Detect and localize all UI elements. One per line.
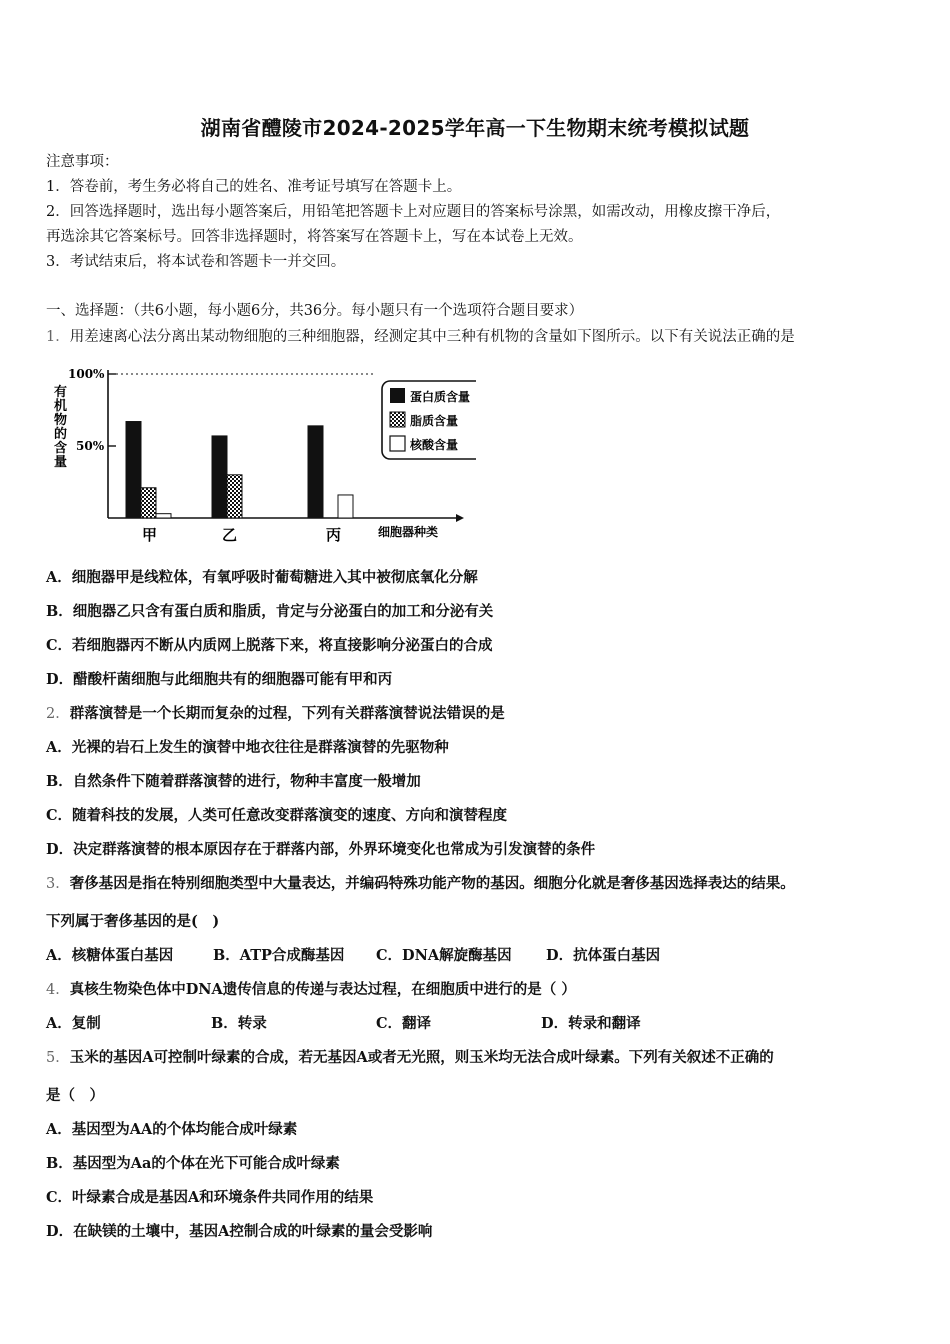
q3-option-a: A．核糖体蛋白基因: [46, 947, 174, 964]
notice-heading: 注意事项：: [46, 154, 119, 170]
legend-label: 蛋白质含量: [410, 390, 471, 404]
bar-lipid-2: [227, 475, 242, 518]
y-axis-label-text: 有机物的含量: [54, 385, 68, 470]
bar-nucleic-1: [156, 514, 171, 518]
y-tick-label: 100%: [68, 367, 105, 381]
organelle-bar-chart: [46, 356, 476, 550]
x-axis-label: 细胞器种类: [378, 525, 439, 539]
x-axis-arrow: [456, 514, 464, 522]
y-tick-label: 50%: [76, 439, 105, 453]
q2-option-b: B．自然条件下随着群落演替的进行，物种丰富度一般增加: [46, 773, 421, 790]
question-number: 2．: [46, 706, 70, 722]
q3-option-c: C．DNA解旋酶基因: [376, 947, 512, 964]
q2-option-c: C．随着科技的发展，人类可任意改变群落演变的速度、方向和演替程度: [46, 807, 508, 824]
question-stem: 玉米的基因A可控制叶绿素的合成，若无基因A或者无光照，则玉米均无法合成叶绿素。下列有关叙述不正确的: [69, 1049, 774, 1066]
q5-option-a: A．基因型为AA的个体均能合成叶绿素: [46, 1121, 298, 1138]
bar-lipid-1: [141, 488, 156, 518]
question-5-stem-cont: 是（ ）: [46, 1087, 104, 1104]
question-stem: 真核生物染色体中DNA遗传信息的传递与表达过程，在细胞质中进行的是（ ）: [69, 981, 576, 998]
question-2: [46, 704, 505, 724]
page-title: 湖南省醴陵市2024-2025学年高一下生物期末统考模拟试题: [200, 116, 750, 140]
notice-item: 1．答卷前，考生务必将自己的姓名、准考证号填写在答题卡上。: [46, 179, 462, 195]
y-axis-label: [54, 384, 67, 470]
question-number: 5．: [46, 1050, 70, 1066]
question-3-stem-cont: 下列属于奢侈基因的是( ): [46, 913, 220, 930]
legend-label: 核酸含量: [410, 438, 459, 452]
category-label: 乙: [222, 526, 238, 544]
q3-options: [46, 946, 660, 966]
q4-option-b: B．转录: [211, 1015, 267, 1032]
question-3: [46, 874, 795, 894]
q1-option-a: A．细胞器甲是线粒体，有氧呼吸时葡萄糖进入其中被彻底氧化分解: [46, 569, 478, 586]
legend-swatch-lipid: [390, 412, 405, 427]
q1-option-b: B．细胞器乙只含有蛋白质和脂质，肯定与分泌蛋白的加工和分泌有关: [46, 603, 494, 620]
question-stem: 奢侈基因是指在特别细胞类型中大量表达，并编码特殊功能产物的基因。细胞分化就是奢侈基因选择表达的结果。: [69, 875, 795, 892]
q1-option-c: C．若细胞器丙不断从内质网上脱落下来，将直接影响分泌蛋白的合成: [46, 637, 493, 654]
section-heading: 一、选择题：（共6小题，每小题6分，共36分。每小题只有一个选项符合题目要求）: [46, 303, 584, 319]
q4-option-a: A．复制: [46, 1015, 101, 1032]
bar-protein-2: [212, 436, 227, 518]
bar-protein-3: [308, 426, 323, 518]
q3-option-b: B．ATP合成酶基因: [213, 947, 345, 964]
bar-nucleic-3: [338, 495, 353, 518]
q3-option-d: D．抗体蛋白基因: [546, 947, 661, 964]
q4-option-d: D．转录和翻译: [541, 1015, 641, 1032]
legend-label: 脂质含量: [410, 414, 459, 428]
bar-protein-1: [126, 422, 141, 518]
notice-item: 2．回答选择题时，选出每小题答案后，用铅笔把答题卡上对应题目的答案标号涂黑，如需改动，用橡皮擦干净后，: [46, 204, 781, 220]
question-stem: 群落演替是一个长期而复杂的过程，下列有关群落演替说法错误的是: [69, 705, 505, 722]
question-number: 1．: [46, 329, 70, 345]
category-label: 丙: [326, 526, 342, 544]
notice-item: 3．考试结束后，将本试卷和答题卡一并交回。: [46, 254, 346, 270]
legend-swatch-nucleic: [390, 436, 405, 451]
question-stem: 用差速离心法分离出某动物细胞的三种细胞器，经测定其中三种有机物的含量如下图所示。以下有关说法正确的是: [69, 329, 795, 345]
question-1: [46, 327, 795, 347]
q5-option-d: D．在缺镁的土壤中，基因A控制合成的叶绿素的量会受影响: [46, 1223, 433, 1240]
category-label: 甲: [142, 526, 158, 544]
question-4: [46, 980, 576, 1000]
q4-option-c: C．翻译: [376, 1015, 432, 1032]
question-number: 4．: [46, 982, 70, 998]
question-number: 3．: [46, 876, 70, 892]
q2-option-d: D．决定群落演替的根本原因存在于群落内部，外界环境变化也常成为引发演替的条件: [46, 841, 596, 858]
legend-swatch-protein: [390, 388, 405, 403]
q5-option-c: C．叶绿素合成是基因A和环境条件共同作用的结果: [46, 1189, 374, 1206]
question-5: [46, 1048, 774, 1068]
q5-option-b: B．基因型为Aa的个体在光下可能合成叶绿素: [46, 1155, 340, 1172]
q2-option-a: A．光裸的岩石上发生的演替中地衣往往是群落演替的先驱物种: [46, 739, 449, 756]
q4-options: [46, 1014, 641, 1034]
q1-option-d: D．醋酸杆菌细胞与此细胞共有的细胞器可能有甲和丙: [46, 671, 393, 688]
notice-item: 再选涂其它答案标号。回答非选择题时，将答案写在答题卡上，写在本试卷上无效。: [46, 229, 583, 245]
